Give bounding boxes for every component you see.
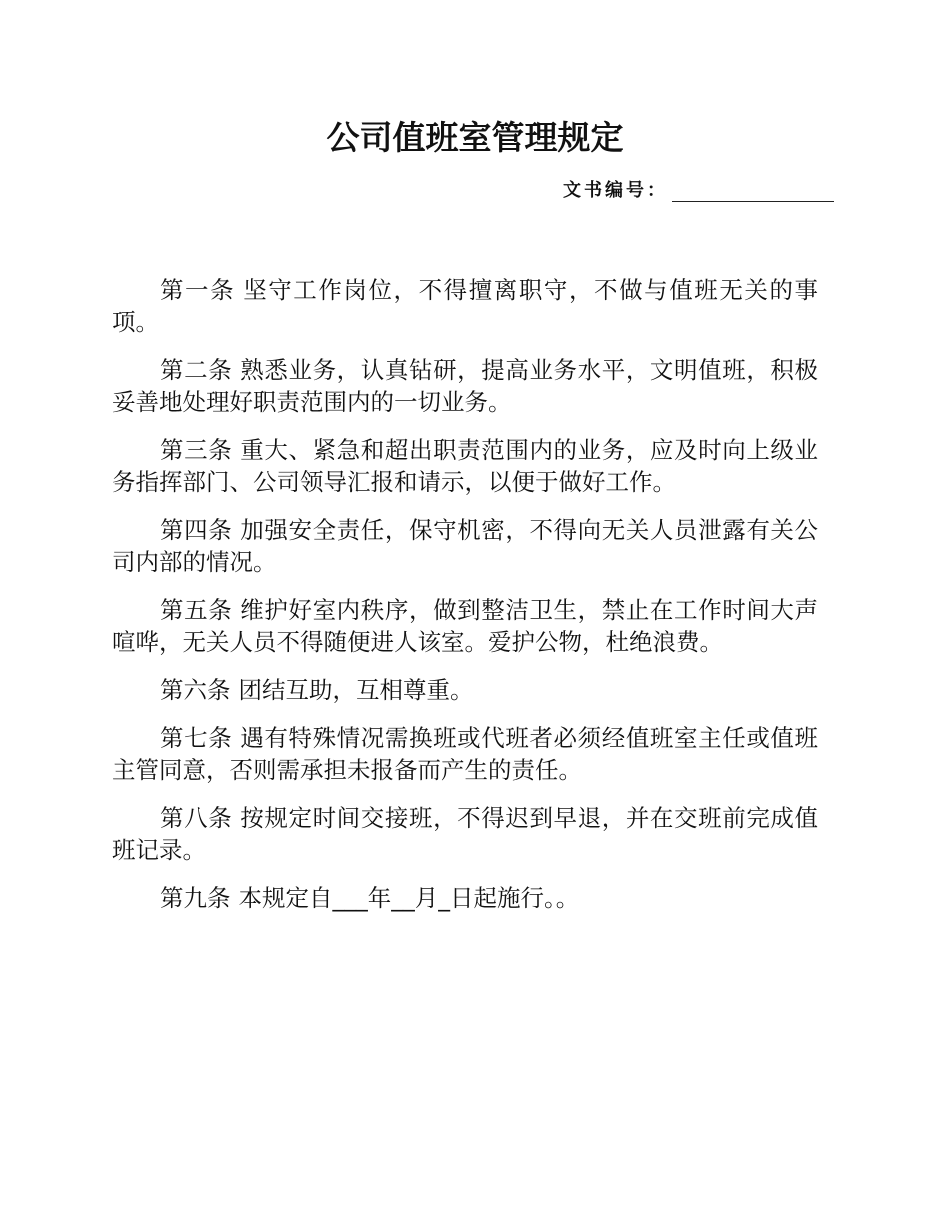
article-4 — [112, 514, 818, 578]
article-1 — [112, 274, 818, 338]
article-number: 第七条 — [160, 724, 233, 752]
document-number-field — [563, 176, 834, 202]
article-6 — [112, 674, 818, 706]
article-8 — [112, 802, 818, 866]
article-number: 第二条 — [160, 356, 233, 384]
article-text: 按规定时间交接班，不得迟到早退，并在交班前完成值班记录。 — [112, 804, 819, 864]
article-text: 熟悉业务，认真钻研，提高业务水平，文明值班，积极妥善地处理好职责范围内的一切业务。 — [112, 356, 819, 416]
article-text: 坚守工作岗位，不得擅离职守，不做与值班无关的事项。 — [112, 276, 819, 336]
article-text: 遇有特殊情况需换班或代班者必须经值班室主任或值班主管同意，否则需承担未报备而产生的责任。 — [112, 724, 819, 784]
article-9 — [112, 882, 818, 914]
article-number: 第六条 — [160, 676, 231, 704]
article-number: 第四条 — [160, 516, 233, 544]
articles-list — [112, 274, 818, 930]
article-5 — [112, 594, 818, 658]
article-3 — [112, 434, 818, 498]
article-text: 团结互助，互相尊重。 — [238, 676, 474, 704]
article-text: 加强安全责任，保守机密，不得向无关人员泄露有关公司内部的情况。 — [112, 516, 819, 576]
document-number-blank — [672, 181, 834, 202]
article-7 — [112, 722, 818, 786]
article-number: 第八条 — [160, 804, 233, 832]
article-number: 第五条 — [160, 596, 233, 624]
article-2 — [112, 354, 818, 418]
document-title: 公司值班室管理规定 — [326, 118, 624, 157]
article-number: 第九条 — [160, 884, 231, 912]
article-number: 第一条 — [160, 276, 236, 304]
article-text: 本规定自___年__月_日起施行。。 — [238, 884, 580, 912]
article-text: 重大、紧急和超出职责范围内的业务，应及时向上级业务指挥部门、公司领导汇报和请示，以便于做好工作。 — [112, 436, 819, 496]
document-number-label: 文书编号： — [563, 180, 668, 201]
article-text: 维护好室内秩序，做到整洁卫生，禁止在工作时间大声喧哗，无关人员不得随便进人该室。爱护公物，杜绝浪费。 — [112, 596, 819, 656]
article-number: 第三条 — [160, 436, 233, 464]
